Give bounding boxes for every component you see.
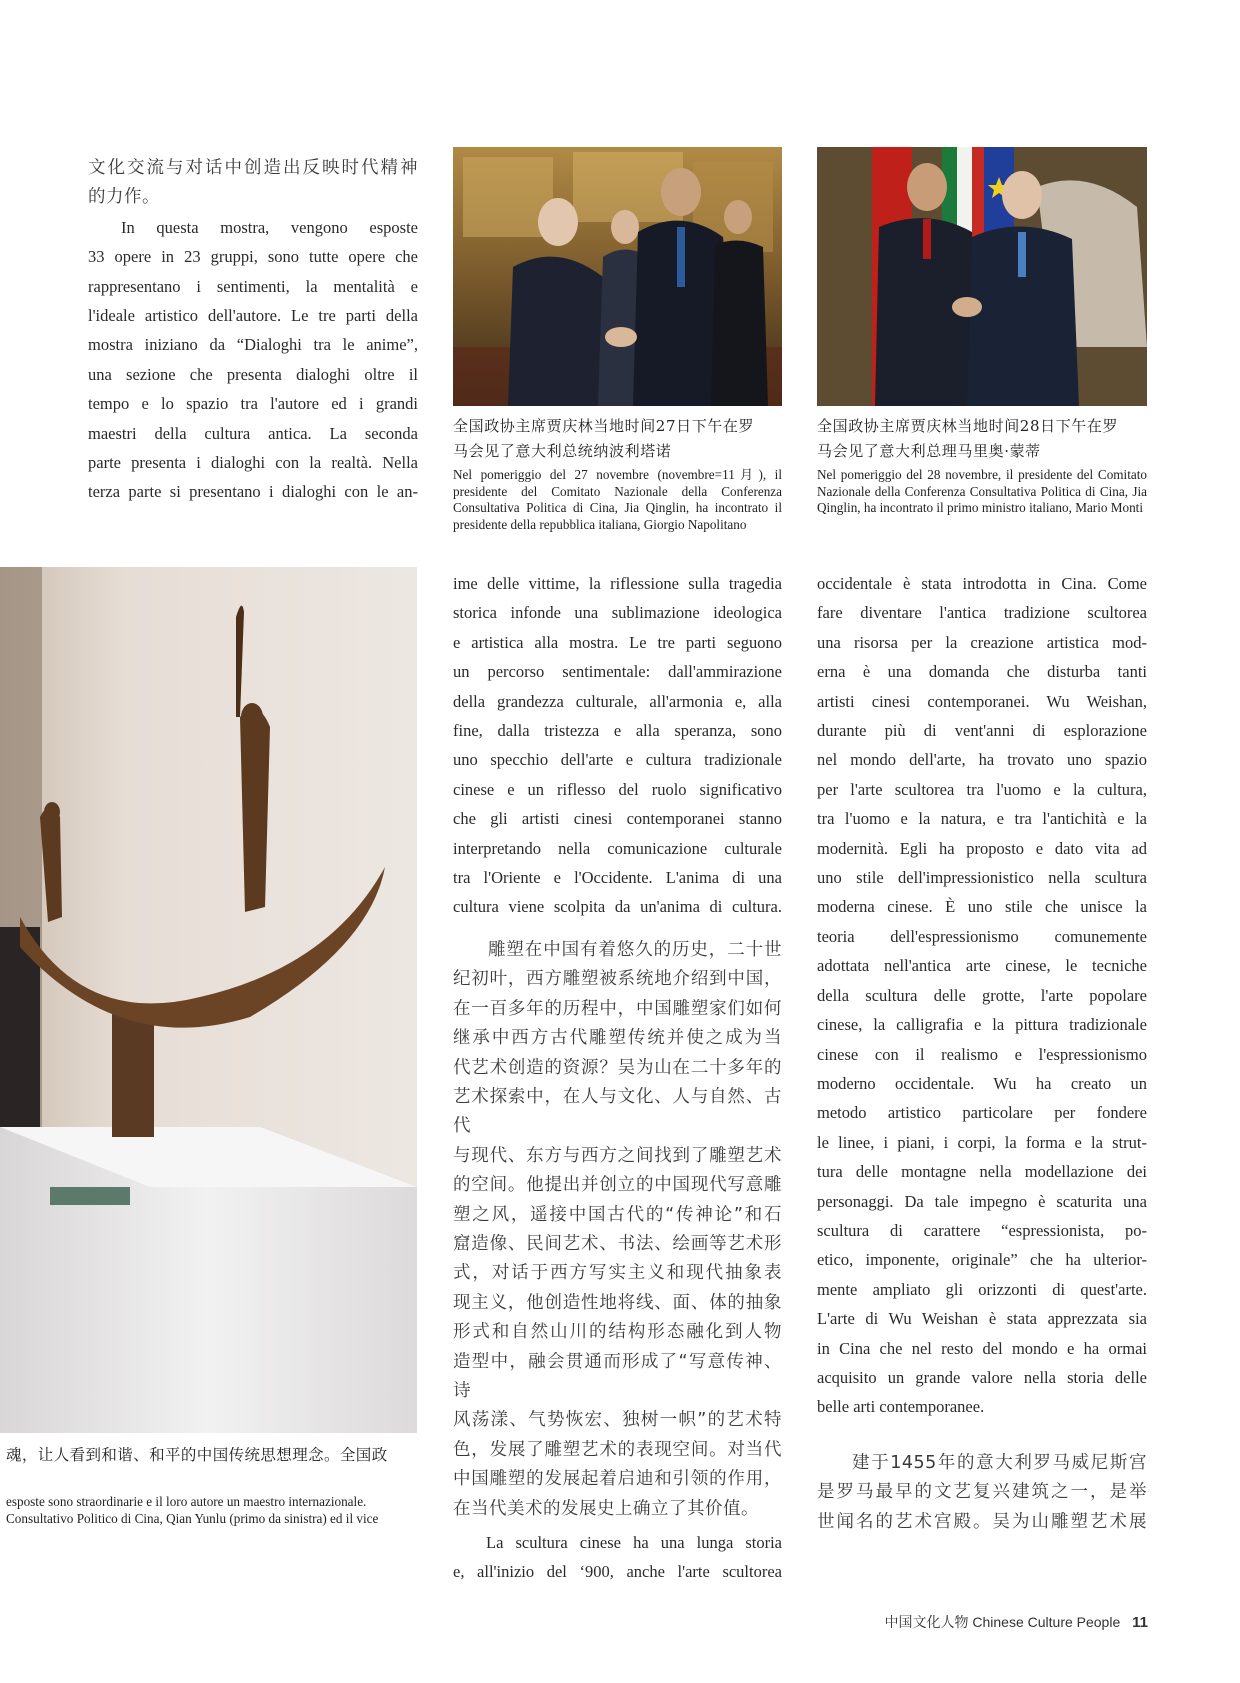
text-line: modernità. Egli ha proposto e dato vita ad [817, 838, 1147, 858]
page-footer [884, 1612, 1148, 1632]
zh-line: 世闻名的艺术宫殿。吴为山雕塑艺术展 [817, 1511, 1147, 1532]
sculpture-image [0, 567, 417, 1433]
text-line: erna è una domanda che disturba tanti [817, 662, 1147, 682]
text-line: tra l'uomo e la natura, e tra l'antichità e la [817, 809, 1147, 829]
italian-paragraph [453, 569, 782, 922]
zh-line: 现主义，他创造性地将线、面、体的抽象 [453, 1292, 782, 1313]
italian-paragraph [817, 569, 1147, 1422]
zh-line: 色，发展了雕塑艺术的表现空间。对当代 [453, 1439, 782, 1460]
text-line: artisti cinesi contemporanei. Wu Weishan, [817, 691, 1147, 711]
text-line: uno stile dell'impressionistico nella scultura [817, 868, 1147, 888]
text-line: che gli artisti cinesi contemporanei stanno [453, 809, 782, 829]
text-line: cinese, la calligrafia e la pittura tradizionale [817, 1015, 1147, 1035]
text-line: In questa mostra, vengono esposte [121, 217, 418, 237]
chinese-paragraph [817, 1449, 1147, 1537]
text-line: uno specchio dell'arte e cultura tradizionale [453, 750, 782, 770]
text-line: un percorso sentimentale: dall'ammirazione [453, 662, 782, 682]
zh-line: 风荡漾、气势恢宏、独树一帜”的艺术特 [453, 1410, 782, 1431]
caption-it-line: Consultativo Politico di Cina, Qian Yunlu (primo da sinistra) ed il vice [6, 1510, 379, 1526]
text-line: tura delle montagne nella modellazione dei [817, 1162, 1147, 1182]
text-line: l'ideale artistico dell'autore. Le tre parti della [88, 306, 418, 326]
zh-line: 在当代美术的发展史上确立了其价值。 [453, 1498, 759, 1519]
zh-line: 建于1455年的意大利罗马威尼斯宫 [852, 1452, 1147, 1473]
zh-line: 的空间。他提出并创立的中国现代写意雕 [453, 1175, 782, 1196]
zh-line: 塑之风，遥接中国古代的“传神论”和石 [453, 1204, 782, 1225]
zh-line: 文化交流与对话中创造出反映时代精神 [88, 158, 418, 178]
text-line: per l'arte scultorea tra l'uomo e la cultura, [817, 779, 1147, 799]
caption-it-line: esposte sono straordinarie e il loro autore un maestro internazionale. [6, 1494, 367, 1509]
text-line: scultura di carattere “espressionista, po- [817, 1220, 1147, 1240]
caption-zh-line: 全国政协主席贾庆林当地时间28日下午在罗 [817, 417, 1119, 435]
zh-line: 造型中，融会贯通而形成了“写意传神、诗 [453, 1351, 782, 1401]
text-line: metodo artistico particolare per fondere [817, 1103, 1147, 1123]
text-line: ime delle vittime, la riflessione sulla tragedia [453, 574, 782, 593]
magazine-name-en: Chinese Culture People [972, 1614, 1121, 1630]
text-line: mostra iniziano da “Dialoghi tra le anime”, [88, 335, 418, 355]
text-line: durante più di vent'anni di esplorazione [817, 721, 1147, 741]
right-column [817, 569, 1147, 1537]
text-line: L'arte di Wu Weishan è stata apprezzata sia [817, 1309, 1147, 1329]
text-line: 33 opere in 23 gruppi, sono tutte opere che [88, 247, 418, 267]
photo-napolitano-meeting [453, 147, 782, 406]
zh-line: 纪初叶，西方雕塑被系统地介绍到中国， [453, 969, 782, 990]
text-line: moderna cinese. È uno stile che unisce la [817, 897, 1147, 917]
zh-line: 窟造像、民间艺术、书法、绘画等艺术形 [453, 1233, 782, 1254]
text-line: adottata nell'antica arte cinese, le tecniche [817, 956, 1147, 976]
text-line: tra l'Oriente e l'Occidente. L'anima di una [453, 868, 782, 888]
magazine-name-zh: 中国文化人物 [884, 1614, 969, 1630]
text-line: tempo e lo spazio tra l'autore ed i grandi [88, 394, 418, 414]
sculpture-caption-zh: 魂，让人看到和谐、和平的中国传统思想理念。全国政 [6, 1446, 388, 1464]
photo2-caption-zh [817, 414, 1157, 464]
text-line: etico, imponente, originale” che ha ulterior- [817, 1250, 1147, 1270]
chinese-paragraph [453, 936, 782, 1524]
text-line: e, all'inizio del ‘900, anche l'arte scultorea [453, 1562, 782, 1582]
text-line: storica infonde una sublimazione ideologica [453, 603, 782, 623]
text-line: una sezione che presenta dialoghi oltre il [88, 364, 418, 384]
text-line: della grandezza culturale, all'armonia e, alla [453, 691, 782, 711]
zh-line: 式，对话于西方写实主义和现代抽象表 [453, 1263, 782, 1284]
caption-zh-line: 马会见了意大利总统纳波利塔诺 [453, 442, 672, 460]
caption-zh-line: 全国政协主席贾庆林当地时间27日下午在罗 [453, 417, 755, 435]
zh-line: 的力作。 [88, 187, 160, 208]
page-number: 11 [1132, 1614, 1148, 1631]
photo-napolitano-image [453, 147, 782, 406]
caption-zh-line: 马会见了意大利总理马里奥·蒙蒂 [817, 442, 1041, 460]
zh-line: 继承中西方古代雕塑传统并使之成为当 [453, 1028, 782, 1049]
text-line: teoria dell'espressionismo comunemente [817, 926, 1147, 946]
middle-column [453, 569, 782, 1587]
text-line: in Cina che nel resto del mondo e ha ormai [817, 1338, 1147, 1358]
text-line: fare diventare l'antica tradizione scultorea [817, 603, 1147, 623]
photo1-caption-it: Nel pomeriggio del 27 novembre (novembre=11月), il presidente del Comitato Nazionale della Conferenza Consultativa Politica di Cina, Jia Qinglin, ha incontrato il presidente della repubblica italiana, Giorgio Napolitano [453, 467, 782, 532]
photo1-caption-zh [453, 414, 793, 464]
text-line: acquisito un grande valore nella storia delle [817, 1367, 1147, 1387]
text-line: nel mondo dell'arte, ha trovato uno spazio [817, 750, 1147, 770]
zh-line: 是罗马最早的文艺复兴建筑之一，是举 [817, 1482, 1147, 1503]
text-line: maestri della cultura antica. La seconda [88, 423, 418, 443]
text-line: terza parte si presentano i dialoghi con le an- [88, 482, 418, 502]
zh-line: 雕塑在中国有着悠久的历史，二十世 [488, 939, 782, 960]
text-line: personaggi. Da tale impegno è scaturita una [817, 1191, 1147, 1211]
zh-line: 代艺术创造的资源？吴为山在二十多年的 [453, 1057, 782, 1078]
text-line: mente ampliato gli orizzonti di quest'arte. [817, 1279, 1147, 1299]
text-line: le linee, i piani, i corpi, la forma e la strut- [817, 1132, 1147, 1152]
zh-line: 中国雕塑的发展起着启迪和引领的作用， [453, 1469, 782, 1490]
text-line: cultura viene scolpita da un'anima di cultura. [453, 897, 782, 917]
photo2-caption-it: Nel pomeriggio del 28 novembre, il presidente del Comitato Nazionale della Conferenza Consultativa Politica di Cina, Jia Qinglin, ha incontrato il primo ministro italiano, Mario Monti [817, 467, 1147, 515]
italian-paragraph [88, 213, 418, 507]
zh-line: 艺术探索中，在人与文化、人与自然、古代 [453, 1086, 782, 1137]
text-line: cinese e un riflesso del ruolo significativo [453, 779, 782, 799]
text-line: e artistica alla mostra. Le tre parti seguono [453, 632, 782, 652]
text-line: della scultura delle grotte, l'arte popolare [817, 985, 1147, 1005]
zh-line: 形式和自然山川的结构形态融化到人物 [453, 1322, 782, 1343]
zh-line: 在一百多年的历程中，中国雕塑家们如何 [453, 998, 782, 1019]
text-line: belle arti contemporanee. [817, 1397, 985, 1417]
photo-monti-image [817, 147, 1147, 406]
text-line: cinese con il realismo e l'espressionismo [817, 1044, 1147, 1064]
text-line: interpretando nella comunicazione culturale [453, 838, 782, 858]
photo-monti-meeting [817, 147, 1147, 406]
zh-line: 与现代、东方与西方之间找到了雕塑艺术 [453, 1145, 782, 1166]
text-line: fine, dalla tristezza e alla speranza, sono [453, 721, 782, 741]
text-line: moderno occidentale. Wu ha creato un [817, 1073, 1147, 1093]
left-column [88, 154, 418, 507]
text-line: occidentale è stata introdotta in Cina. Come [817, 574, 1147, 593]
sculpture-caption-it [6, 1494, 418, 1527]
italian-paragraph [453, 1528, 782, 1587]
text-line: una risorsa per la creazione artistica mod- [817, 632, 1147, 652]
text-line: parte presenta i dialoghi con la realtà. Nella [88, 453, 418, 473]
photo-sculpture [0, 567, 417, 1433]
text-line: rappresentano i sentimenti, la mentalità e [88, 276, 418, 296]
text-line: La scultura cinese ha una lunga storia [486, 1533, 782, 1552]
